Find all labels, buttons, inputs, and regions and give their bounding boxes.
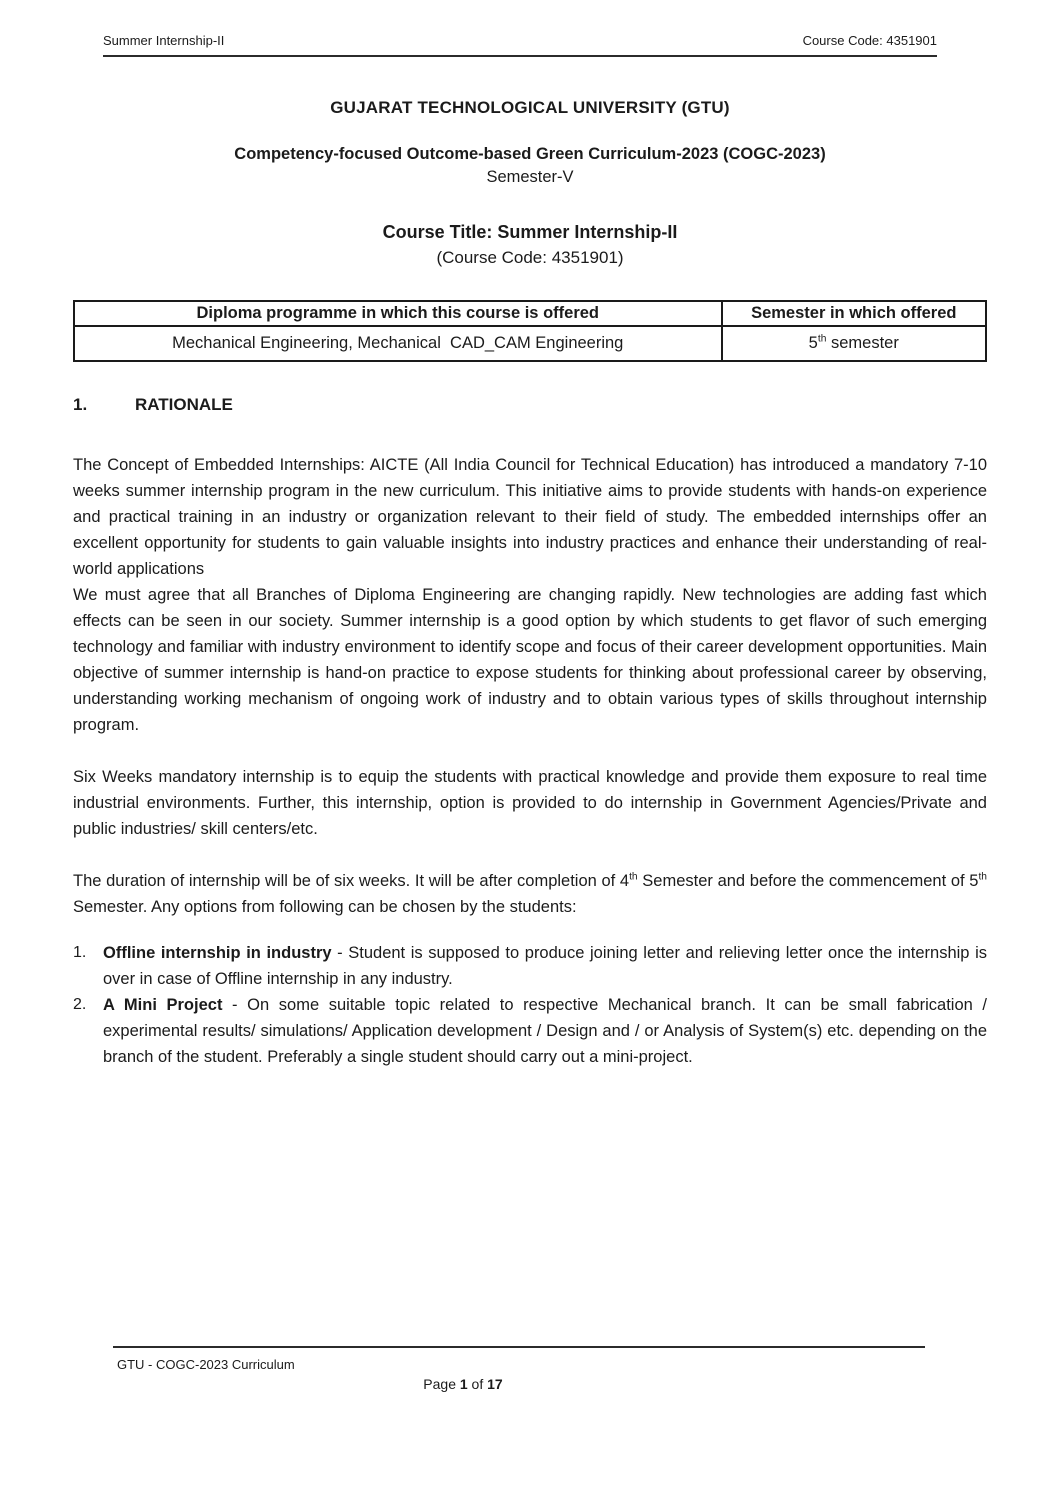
rationale-paragraph-1: The Concept of Embedded Internships: AICTE (All India Council for Technical Education) has introduced a mandatory 7-10 weeks summer internship program in the new curriculum. This initiative aims to provide students with hands-on experience and practical training in an industry or organization relevant to their field of study. The embedded internships offer an excellent opportunity for students to gain valuable insights into industry practices and enhance their understanding of real-world applications xyxy=(73,456,987,578)
list-item-number: 2. xyxy=(73,996,87,1013)
list-item-description: - On some suitable topic related to respective Mechanical branch. It can be small fabrication / experimental results/ simulations/ Application development / Design and / or Analysis of System(s) etc. depending on the branch of the student. Preferably a single student should carry out a mini-project. xyxy=(103,996,987,1066)
list-item-text xyxy=(103,940,987,992)
duration-text-part-3: Semester. Any options from following can be chosen by the students: xyxy=(73,898,577,916)
internship-options-list xyxy=(73,940,987,1070)
list-item-title: A Mini Project xyxy=(103,996,223,1014)
offer-table-header-programme: Diploma programme in which this course is offered xyxy=(74,301,722,326)
rationale-heading xyxy=(73,395,987,415)
duration-text-part-2: Semester and before the commencement of 5 xyxy=(637,872,979,890)
offer-table-cell-semester xyxy=(722,326,986,361)
list-item xyxy=(73,940,987,992)
header-course-name: Summer Internship-II xyxy=(103,33,225,48)
offer-table-header-semester: Semester in which offered xyxy=(722,301,986,326)
rationale-heading-label: RATIONALE xyxy=(135,395,233,414)
curriculum-title: Competency-focused Outcome-based Green Curriculum-2023 (COGC-2023) xyxy=(234,145,826,163)
course-code: (Course Code: 4351901) xyxy=(436,248,624,267)
footer-curriculum-label: GTU - COGC-2023 Curriculum xyxy=(117,1357,295,1372)
rationale-paragraph-3: Six Weeks mandatory internship is to equip the students with practical knowledge and provide them exposure to real time industrial environments. Further, this internship, option is provided to do internship in Government Agencies/Private and public industries/ skill centers/etc. xyxy=(73,768,987,838)
semester-ordinal-suffix: th xyxy=(817,333,827,345)
page-header xyxy=(103,33,937,57)
footer-divider xyxy=(113,1346,925,1348)
fifth-ordinal-suffix: th xyxy=(978,871,987,883)
list-item-number: 1. xyxy=(73,944,87,961)
page-word: Page xyxy=(423,1376,460,1392)
page-current-number: 1 xyxy=(459,1376,468,1392)
course-title: Course Title: Summer Internship-II xyxy=(382,222,678,242)
semester-label: Semester-V xyxy=(486,168,574,186)
duration-text-part-1: The duration of internship will be of six weeks. It will be after completion of 4 xyxy=(73,872,630,890)
list-item xyxy=(73,992,987,1070)
of-word: of xyxy=(467,1376,488,1392)
semester-word: semester xyxy=(826,334,899,352)
title-block xyxy=(73,98,987,268)
rationale-section-number: 1. xyxy=(73,395,88,414)
page-total-number: 17 xyxy=(487,1376,503,1392)
semester-number: 5 xyxy=(808,334,818,352)
offer-table-data-row xyxy=(74,326,986,361)
fourth-ordinal-suffix: th xyxy=(629,871,638,883)
list-item-description: - Student is supposed to produce joining letter and relieving letter once the internship is over in case of Offline internship in any industry. xyxy=(103,944,987,988)
header-course-code: Course Code: 4351901 xyxy=(802,33,937,48)
university-title: GUJARAT TECHNOLOGICAL UNIVERSITY (GTU) xyxy=(330,98,730,117)
offer-table-cell-programme: Mechanical Engineering, Mechanical CAD_CAM Engineering xyxy=(74,326,722,361)
rationale-paragraph-4 xyxy=(73,868,987,920)
document-body xyxy=(73,98,987,1070)
list-item-text xyxy=(103,992,987,1070)
offer-table-header-row xyxy=(74,301,986,326)
offer-table xyxy=(73,300,987,362)
footer-page-number xyxy=(0,1376,926,1392)
list-item-title: Offline internship in industry xyxy=(103,944,332,962)
rationale-paragraph-2: We must agree that all Branches of Diploma Engineering are changing rapidly. New technologies are adding fast which effects can be seen in our society. Summer internship is a good option by which students to get flavor of such emerging technology and familiar with industry environment to identify scope and focus of their career development opportunities. Main objective of summer internship is hand-on practice to expose students for thinking about professional career by observing, understanding working mechanism of ongoing work of industry and to obtain various types of skills throughout internship program. xyxy=(73,586,987,734)
